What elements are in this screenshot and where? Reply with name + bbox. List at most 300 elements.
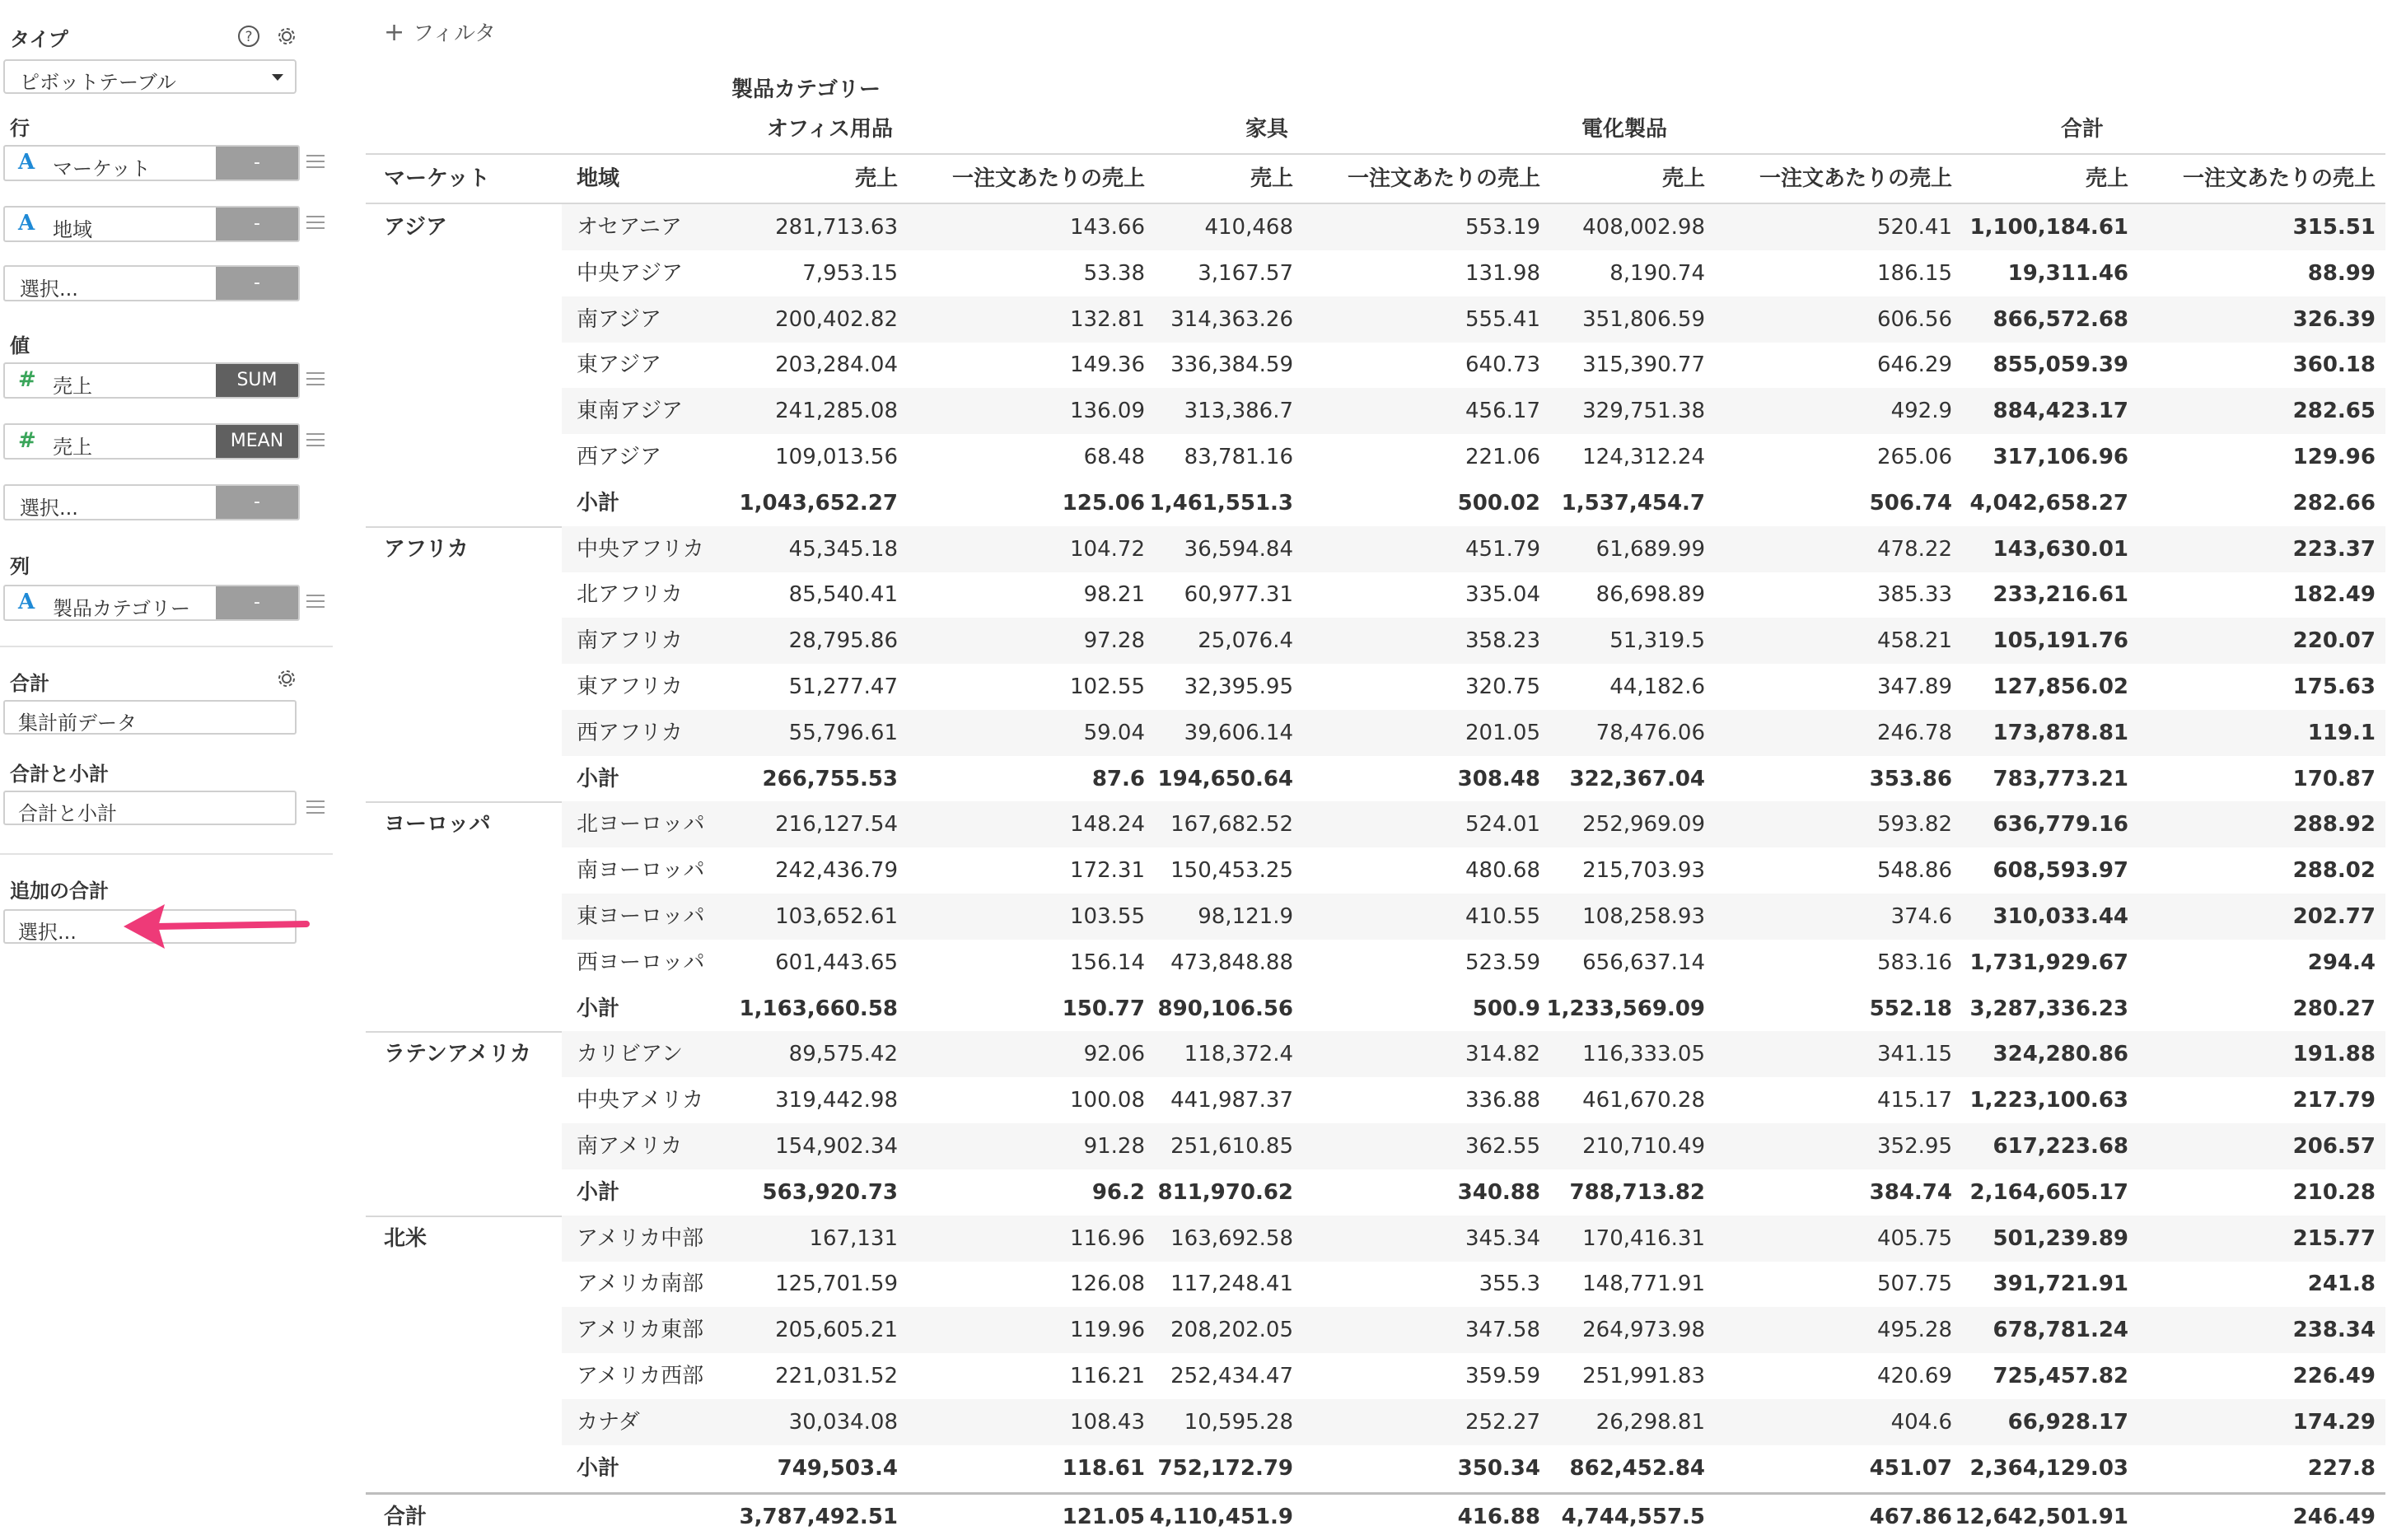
- field-placeholder: 選択...: [20, 278, 78, 301]
- gear-icon[interactable]: [273, 665, 300, 692]
- value-cell: 374.6: [1890, 904, 1952, 929]
- measure-header[interactable]: 一注文あたりの売上: [951, 166, 1145, 191]
- value-cell: 194,650.64: [1157, 766, 1293, 791]
- field-name: 地域: [53, 218, 92, 241]
- value-cell: 617,223.68: [1993, 1134, 2128, 1159]
- subtotal-row: [366, 480, 2385, 526]
- value-cell: 315,390.77: [1582, 352, 1705, 378]
- value-cell: 51,277.47: [788, 674, 898, 699]
- value-cell: 320.75: [1465, 674, 1540, 699]
- value-cell: 108.43: [1070, 1409, 1145, 1435]
- value-cell: 96.2: [1091, 1179, 1145, 1205]
- value-cell: 862,452.84: [1569, 1455, 1705, 1481]
- value-cell: 351,806.59: [1582, 306, 1705, 332]
- value-cell: 241,285.08: [775, 399, 898, 424]
- filter-label: フィルタ: [413, 21, 497, 46]
- measure-header[interactable]: 一注文あたりの売上: [2182, 166, 2376, 191]
- value-cell: 315.51: [2292, 215, 2376, 240]
- value-cell: 410.55: [1465, 904, 1540, 929]
- value-cell: 461,670.28: [1582, 1088, 1705, 1113]
- value-cell: 608,593.97: [1993, 858, 2128, 884]
- field-placeholder: 選択...: [20, 497, 78, 520]
- value-cell: 322,367.04: [1569, 766, 1705, 791]
- column-dimension-header: 製品カテゴリー: [731, 77, 881, 102]
- value-cell: 501,239.89: [1993, 1225, 2128, 1251]
- value-cell: 583.16: [1877, 950, 1952, 975]
- value-cell: 783,773.21: [1993, 766, 2128, 791]
- value-cell: 415.17: [1877, 1088, 1952, 1113]
- value-cell: 317,106.96: [1993, 445, 2128, 469]
- category-header[interactable]: 合計: [2060, 117, 2104, 142]
- region-cell: 小計: [577, 1455, 620, 1481]
- value-cell: 191.88: [2292, 1042, 2376, 1067]
- value-cell: 60,977.31: [1184, 582, 1293, 608]
- region-cell: 東アジア: [577, 352, 661, 378]
- value-cell: 4,042,658.27: [1969, 490, 2128, 516]
- value-cell: 473,848.88: [1170, 950, 1293, 975]
- value-cell: 282.66: [2292, 490, 2376, 516]
- value-cell: 125.06: [1062, 490, 1145, 516]
- value-cell: 223.37: [2292, 536, 2376, 562]
- number-type-icon: #: [18, 367, 36, 392]
- table-row: [366, 388, 2385, 434]
- table-row: [366, 1123, 2385, 1169]
- row-field-region[interactable]: [3, 206, 300, 242]
- value-cell: 91.28: [1083, 1134, 1145, 1159]
- measure-header[interactable]: 売上: [1250, 166, 1293, 191]
- value-cell: 495.28: [1877, 1318, 1952, 1343]
- annotation-arrow: [115, 898, 313, 955]
- region-cell: 南ヨーロッパ: [577, 858, 705, 884]
- region-cell: オセアニア: [577, 215, 682, 240]
- value-cell: 28,795.86: [788, 628, 898, 654]
- value-cell: 358.23: [1465, 628, 1540, 654]
- value-cell: 1,731,929.67: [1969, 950, 2128, 975]
- total-source-value: 集計前データ: [18, 712, 137, 735]
- string-type-icon: A: [18, 590, 35, 614]
- value-cell: 326.39: [2292, 306, 2376, 332]
- table-row: [366, 526, 2385, 572]
- table-row: [366, 1261, 2385, 1307]
- value-cell: 555.41: [1465, 306, 1540, 332]
- columns-label: 列: [10, 555, 30, 578]
- value-cell: 163,692.58: [1170, 1225, 1293, 1251]
- value-cell: 281,713.63: [775, 215, 898, 240]
- value-cell: 752,172.79: [1157, 1455, 1293, 1481]
- extra-total-value: 選択...: [18, 921, 77, 944]
- total-source-input[interactable]: [3, 700, 297, 735]
- value-cell: 646.29: [1877, 352, 1952, 378]
- table-row: [366, 250, 2385, 296]
- aggregation-button[interactable]: -: [216, 267, 298, 300]
- value-cell: 129.96: [2292, 445, 2376, 469]
- subtotal-row: [366, 1445, 2385, 1491]
- gear-icon[interactable]: [273, 23, 300, 49]
- value-cell: 345.34: [1465, 1225, 1540, 1251]
- value-cell: 391,721.91: [1993, 1272, 2128, 1297]
- value-cell: 202.77: [2292, 904, 2376, 929]
- value-cell: 548.86: [1877, 858, 1952, 884]
- drag-handle-icon[interactable]: [306, 155, 325, 168]
- row-field-select[interactable]: [3, 265, 300, 301]
- value-cell: 523.59: [1465, 950, 1540, 975]
- value-cell: 118,372.4: [1184, 1042, 1293, 1067]
- table-row: [366, 342, 2385, 388]
- region-cell: アメリカ南部: [577, 1272, 704, 1297]
- value-cell: 324,280.86: [1993, 1042, 2128, 1067]
- value-cell: 19,311.46: [2007, 260, 2128, 286]
- value-cell: 1,537,454.7: [1561, 490, 1705, 516]
- value-cell: 116.96: [1070, 1225, 1145, 1251]
- value-cell: 167,682.52: [1170, 812, 1293, 838]
- value-cell: 109,013.56: [775, 445, 898, 469]
- value-cell: 1,461,551.3: [1149, 490, 1293, 516]
- value-cell: 335.04: [1465, 582, 1540, 608]
- value-cell: 251,610.85: [1170, 1134, 1293, 1159]
- value-cell: 416.88: [1457, 1505, 1540, 1530]
- value-cell: 32,395.95: [1184, 674, 1293, 699]
- value-cell: 167,131: [809, 1225, 898, 1251]
- region-cell: 中央アメリカ: [577, 1088, 704, 1113]
- region-cell: 東ヨーロッパ: [577, 904, 705, 929]
- aggregation-button[interactable]: -: [216, 486, 298, 519]
- value-cell: 507.75: [1877, 1272, 1952, 1297]
- drag-handle-icon[interactable]: [306, 800, 325, 814]
- value-cell: 150.77: [1062, 996, 1145, 1021]
- value-cell: 97.28: [1083, 628, 1145, 654]
- region-cell: 小計: [577, 996, 620, 1021]
- table-row: [366, 204, 2385, 250]
- region-cell: カリビアン: [577, 1042, 683, 1067]
- value-cell: 552.18: [1869, 996, 1952, 1021]
- category-header[interactable]: 家具: [1245, 117, 1288, 142]
- value-cell: 174.29: [2292, 1409, 2376, 1435]
- value-cell: 3,787,492.51: [739, 1505, 898, 1530]
- value-cell: 30,034.08: [788, 1409, 898, 1435]
- values-label: 値: [10, 334, 30, 357]
- value-cell: 149.36: [1070, 352, 1145, 378]
- value-cell: 208,202.05: [1170, 1318, 1293, 1343]
- value-cell: 25,076.4: [1198, 628, 1293, 654]
- value-cell: 150,453.25: [1170, 858, 1293, 884]
- settings-sidebar: [0, 0, 346, 1527]
- region-cell: 南アメリカ: [577, 1134, 683, 1159]
- value-cell: 384.74: [1869, 1179, 1952, 1205]
- value-cell: 241.8: [2307, 1272, 2376, 1297]
- value-cell: 206.57: [2292, 1134, 2376, 1159]
- value-cell: 524.01: [1465, 812, 1540, 838]
- region-cell: 西ヨーロッパ: [577, 950, 705, 975]
- value-cell: 280.27: [2292, 996, 2376, 1021]
- help-icon[interactable]: [236, 23, 262, 49]
- value-cell: 788,713.82: [1569, 1179, 1705, 1205]
- row-header-market[interactable]: マーケット: [384, 166, 490, 191]
- subtotal-value: 合計と小計: [18, 802, 117, 825]
- value-cell: 143,630.01: [1993, 536, 2128, 562]
- value-cell: 500.02: [1457, 490, 1540, 516]
- value-cell: 336.88: [1465, 1088, 1540, 1113]
- string-type-icon: A: [18, 211, 35, 236]
- value-cell: 352.95: [1877, 1134, 1952, 1159]
- divider: [0, 853, 333, 855]
- value-cell: 39,606.14: [1184, 720, 1293, 745]
- value-cell: 3,287,336.23: [1969, 996, 2128, 1021]
- aggregation-button[interactable]: -: [216, 147, 298, 180]
- value-cell: 44,182.6: [1609, 674, 1705, 699]
- value-cell: 221.06: [1465, 445, 1540, 469]
- value-cell: 125,701.59: [775, 1272, 898, 1297]
- value-cell: 143.66: [1070, 215, 1145, 240]
- region-cell: 東南アジア: [577, 399, 683, 424]
- value-cell: 105,191.76: [1993, 628, 2128, 654]
- drag-handle-icon[interactable]: [306, 595, 325, 608]
- value-cell: 405.75: [1877, 1225, 1952, 1251]
- value-cell: 656,637.14: [1582, 950, 1705, 975]
- region-cell: 西アジア: [577, 445, 661, 469]
- value-cell: 53.38: [1083, 260, 1145, 286]
- market-label: アジア: [384, 215, 447, 240]
- value-cell: 51,319.5: [1609, 628, 1705, 654]
- value-cell: 12,642,501.91: [1955, 1505, 2128, 1530]
- aggregation-button[interactable]: -: [216, 586, 298, 619]
- value-cell: 520.41: [1877, 215, 1952, 240]
- divider: [0, 646, 333, 647]
- table-row: [366, 1077, 2385, 1123]
- value-cell: 252,434.47: [1170, 1364, 1293, 1388]
- drag-handle-icon[interactable]: [306, 372, 325, 385]
- value-cell: 385.33: [1877, 582, 1952, 608]
- value-cell: 215,703.93: [1582, 858, 1705, 884]
- value-cell: 890,106.56: [1157, 996, 1293, 1021]
- value-cell: 78,476.06: [1595, 720, 1705, 745]
- value-field-mean[interactable]: [3, 423, 300, 460]
- value-cell: 119.1: [2307, 720, 2376, 745]
- total-label: 合計: [10, 672, 49, 695]
- value-cell: 233,216.61: [1993, 582, 2128, 608]
- value-cell: 26,298.81: [1595, 1409, 1705, 1435]
- market-label: 北米: [384, 1225, 427, 1251]
- field-name: 売上: [53, 375, 92, 398]
- value-cell: 116.21: [1070, 1364, 1145, 1388]
- table-row: [366, 940, 2385, 986]
- value-cell: 100.08: [1070, 1088, 1145, 1113]
- value-cell: 4,110,451.9: [1149, 1505, 1293, 1530]
- value-cell: 294.4: [2307, 950, 2376, 975]
- value-cell: 216,127.54: [775, 812, 898, 838]
- value-cell: 175.63: [2292, 674, 2376, 699]
- aggregation-button[interactable]: SUM: [216, 364, 298, 397]
- value-cell: 132.81: [1070, 306, 1145, 332]
- drag-handle-icon[interactable]: [306, 433, 325, 446]
- row-field-market[interactable]: [3, 145, 300, 181]
- value-cell: 410,468: [1204, 215, 1293, 240]
- measure-header[interactable]: 一注文あたりの売上: [1759, 166, 1952, 191]
- subtotal-row: [366, 756, 2385, 802]
- region-cell: アメリカ東部: [577, 1318, 704, 1343]
- value-cell: 362.55: [1465, 1134, 1540, 1159]
- value-cell: 1,223,100.63: [1969, 1088, 2128, 1113]
- field-name: 売上: [53, 436, 92, 459]
- drag-handle-icon[interactable]: [306, 216, 325, 229]
- value-cell: 203,284.04: [775, 352, 898, 378]
- table-row: [366, 847, 2385, 894]
- value-cell: 553.19: [1465, 215, 1540, 240]
- region-cell: 小計: [577, 1179, 620, 1205]
- region-cell: 中央アジア: [577, 260, 683, 286]
- value-cell: 246.78: [1877, 720, 1952, 745]
- value-cell: 148,771.91: [1582, 1272, 1705, 1297]
- value-cell: 88.99: [2307, 260, 2376, 286]
- value-field-sum[interactable]: [3, 362, 300, 399]
- category-header[interactable]: 電化製品: [1581, 117, 1667, 142]
- value-cell: 404.6: [1890, 1409, 1952, 1435]
- chart-type-select[interactable]: [3, 59, 297, 94]
- subtotal-row: [366, 986, 2385, 1032]
- value-cell: 480.68: [1465, 858, 1540, 884]
- pivot-table: [366, 0, 2392, 1530]
- table-row: [366, 1216, 2385, 1262]
- aggregation-button[interactable]: -: [216, 208, 298, 240]
- value-cell: 136.09: [1070, 399, 1145, 424]
- value-cell: 124,312.24: [1582, 445, 1705, 469]
- category-header[interactable]: オフィス用品: [766, 117, 893, 142]
- market-label: ヨーロッパ: [384, 812, 491, 838]
- value-cell: 606.56: [1877, 306, 1952, 332]
- value-cell: 340.88: [1457, 1179, 1540, 1205]
- value-cell: 456.17: [1465, 399, 1540, 424]
- value-cell: 492.9: [1890, 399, 1952, 424]
- value-cell: 87.6: [1091, 766, 1145, 791]
- value-cell: 811,970.62: [1157, 1179, 1293, 1205]
- value-cell: 210.28: [2292, 1179, 2376, 1205]
- value-cell: 221,031.52: [775, 1364, 898, 1388]
- value-cell: 172.31: [1070, 858, 1145, 884]
- value-cell: 118.61: [1062, 1455, 1145, 1481]
- aggregation-button[interactable]: MEAN: [216, 425, 298, 458]
- value-cell: 855,059.39: [1993, 352, 2128, 378]
- table-row: [366, 1353, 2385, 1399]
- row-header-region[interactable]: 地域: [577, 166, 620, 191]
- measure-header[interactable]: 売上: [1661, 166, 1705, 191]
- region-cell: 小計: [577, 490, 620, 516]
- value-cell: 238.34: [2292, 1318, 2376, 1343]
- table-row: [366, 710, 2385, 756]
- value-cell: 102.55: [1070, 674, 1145, 699]
- value-cell: 420.69: [1877, 1364, 1952, 1388]
- value-cell: 252.27: [1465, 1409, 1540, 1435]
- value-cell: 117,248.41: [1170, 1272, 1293, 1297]
- value-cell: 119.96: [1070, 1318, 1145, 1343]
- value-cell: 500.9: [1472, 996, 1540, 1021]
- value-cell: 506.74: [1869, 490, 1952, 516]
- value-cell: 329,751.38: [1582, 399, 1705, 424]
- value-cell: 182.49: [2292, 582, 2376, 608]
- value-cell: 103.55: [1070, 904, 1145, 929]
- value-cell: 200,402.82: [775, 306, 898, 332]
- value-cell: 1,100,184.61: [1969, 215, 2128, 240]
- value-cell: 251,991.83: [1582, 1364, 1705, 1388]
- value-cell: 313,386.7: [1184, 399, 1293, 424]
- value-cell: 252,969.09: [1582, 812, 1705, 838]
- value-cell: 1,233,569.09: [1546, 996, 1705, 1021]
- value-cell: 336,384.59: [1170, 352, 1293, 378]
- svg-text:?: ?: [245, 29, 253, 45]
- subtotal-label: 合計と小計: [10, 763, 109, 786]
- value-cell: 108,258.93: [1582, 904, 1705, 929]
- value-cell: 288.92: [2292, 812, 2376, 838]
- measure-header[interactable]: 売上: [2085, 166, 2128, 191]
- subtotal-row: [366, 1169, 2385, 1216]
- value-cell: 8,190.74: [1609, 260, 1705, 286]
- value-cell: 341.15: [1877, 1042, 1952, 1067]
- value-cell: 3,167.57: [1198, 260, 1293, 286]
- region-cell: 南アフリカ: [577, 628, 683, 654]
- table-row: [366, 1307, 2385, 1353]
- extra-total-label: 追加の合計: [10, 880, 109, 903]
- value-cell: 2,364,129.03: [1969, 1455, 2128, 1481]
- column-field-category[interactable]: [3, 585, 300, 621]
- value-field-select[interactable]: [3, 484, 300, 520]
- value-cell: 7,953.15: [802, 260, 898, 286]
- market-label: 合計: [384, 1505, 427, 1530]
- value-cell: 359.59: [1465, 1364, 1540, 1388]
- subtotal-input[interactable]: [3, 791, 297, 825]
- value-cell: 266,755.53: [762, 766, 898, 791]
- value-cell: 1,043,652.27: [739, 490, 898, 516]
- value-cell: 121.05: [1062, 1505, 1145, 1530]
- value-cell: 59.04: [1083, 720, 1145, 745]
- value-cell: 104.72: [1070, 536, 1145, 562]
- value-cell: 61,689.99: [1595, 536, 1705, 562]
- value-cell: 220.07: [2292, 628, 2376, 654]
- field-name: 製品カテゴリー: [53, 597, 191, 620]
- value-cell: 282.65: [2292, 399, 2376, 424]
- value-cell: 86,698.89: [1595, 582, 1705, 608]
- region-cell: 東アフリカ: [577, 674, 683, 699]
- value-cell: 314.82: [1465, 1042, 1540, 1067]
- value-cell: 350.34: [1457, 1455, 1540, 1481]
- value-cell: 347.89: [1877, 674, 1952, 699]
- market-label: アフリカ: [384, 536, 469, 562]
- value-cell: 353.86: [1869, 766, 1952, 791]
- value-cell: 66,928.17: [2007, 1409, 2128, 1435]
- table-row: [366, 801, 2385, 847]
- table-row: [366, 1031, 2385, 1077]
- region-cell: アメリカ西部: [577, 1364, 704, 1388]
- measure-header[interactable]: 一注文あたりの売上: [1347, 166, 1540, 191]
- string-type-icon: A: [18, 150, 35, 175]
- plus-icon: +: [384, 18, 405, 47]
- value-cell: 154,902.34: [775, 1134, 898, 1159]
- value-cell: 678,781.24: [1993, 1318, 2128, 1343]
- measure-header[interactable]: 売上: [854, 166, 898, 191]
- region-cell: アメリカ中部: [577, 1225, 704, 1251]
- table-row: [366, 434, 2385, 480]
- value-cell: 170,416.31: [1582, 1225, 1705, 1251]
- table-row: [366, 664, 2385, 710]
- value-cell: 92.06: [1083, 1042, 1145, 1067]
- region-cell: 西アフリカ: [577, 720, 683, 745]
- value-cell: 201.05: [1465, 720, 1540, 745]
- value-cell: 89,575.42: [788, 1042, 898, 1067]
- value-cell: 408,002.98: [1582, 215, 1705, 240]
- table-row: [366, 1399, 2385, 1445]
- grand-total-row: [366, 1494, 2385, 1540]
- value-cell: 640.73: [1465, 352, 1540, 378]
- region-cell: カナダ: [577, 1409, 640, 1435]
- region-cell: 北ヨーロッパ: [577, 812, 705, 838]
- value-cell: 725,457.82: [1993, 1364, 2128, 1388]
